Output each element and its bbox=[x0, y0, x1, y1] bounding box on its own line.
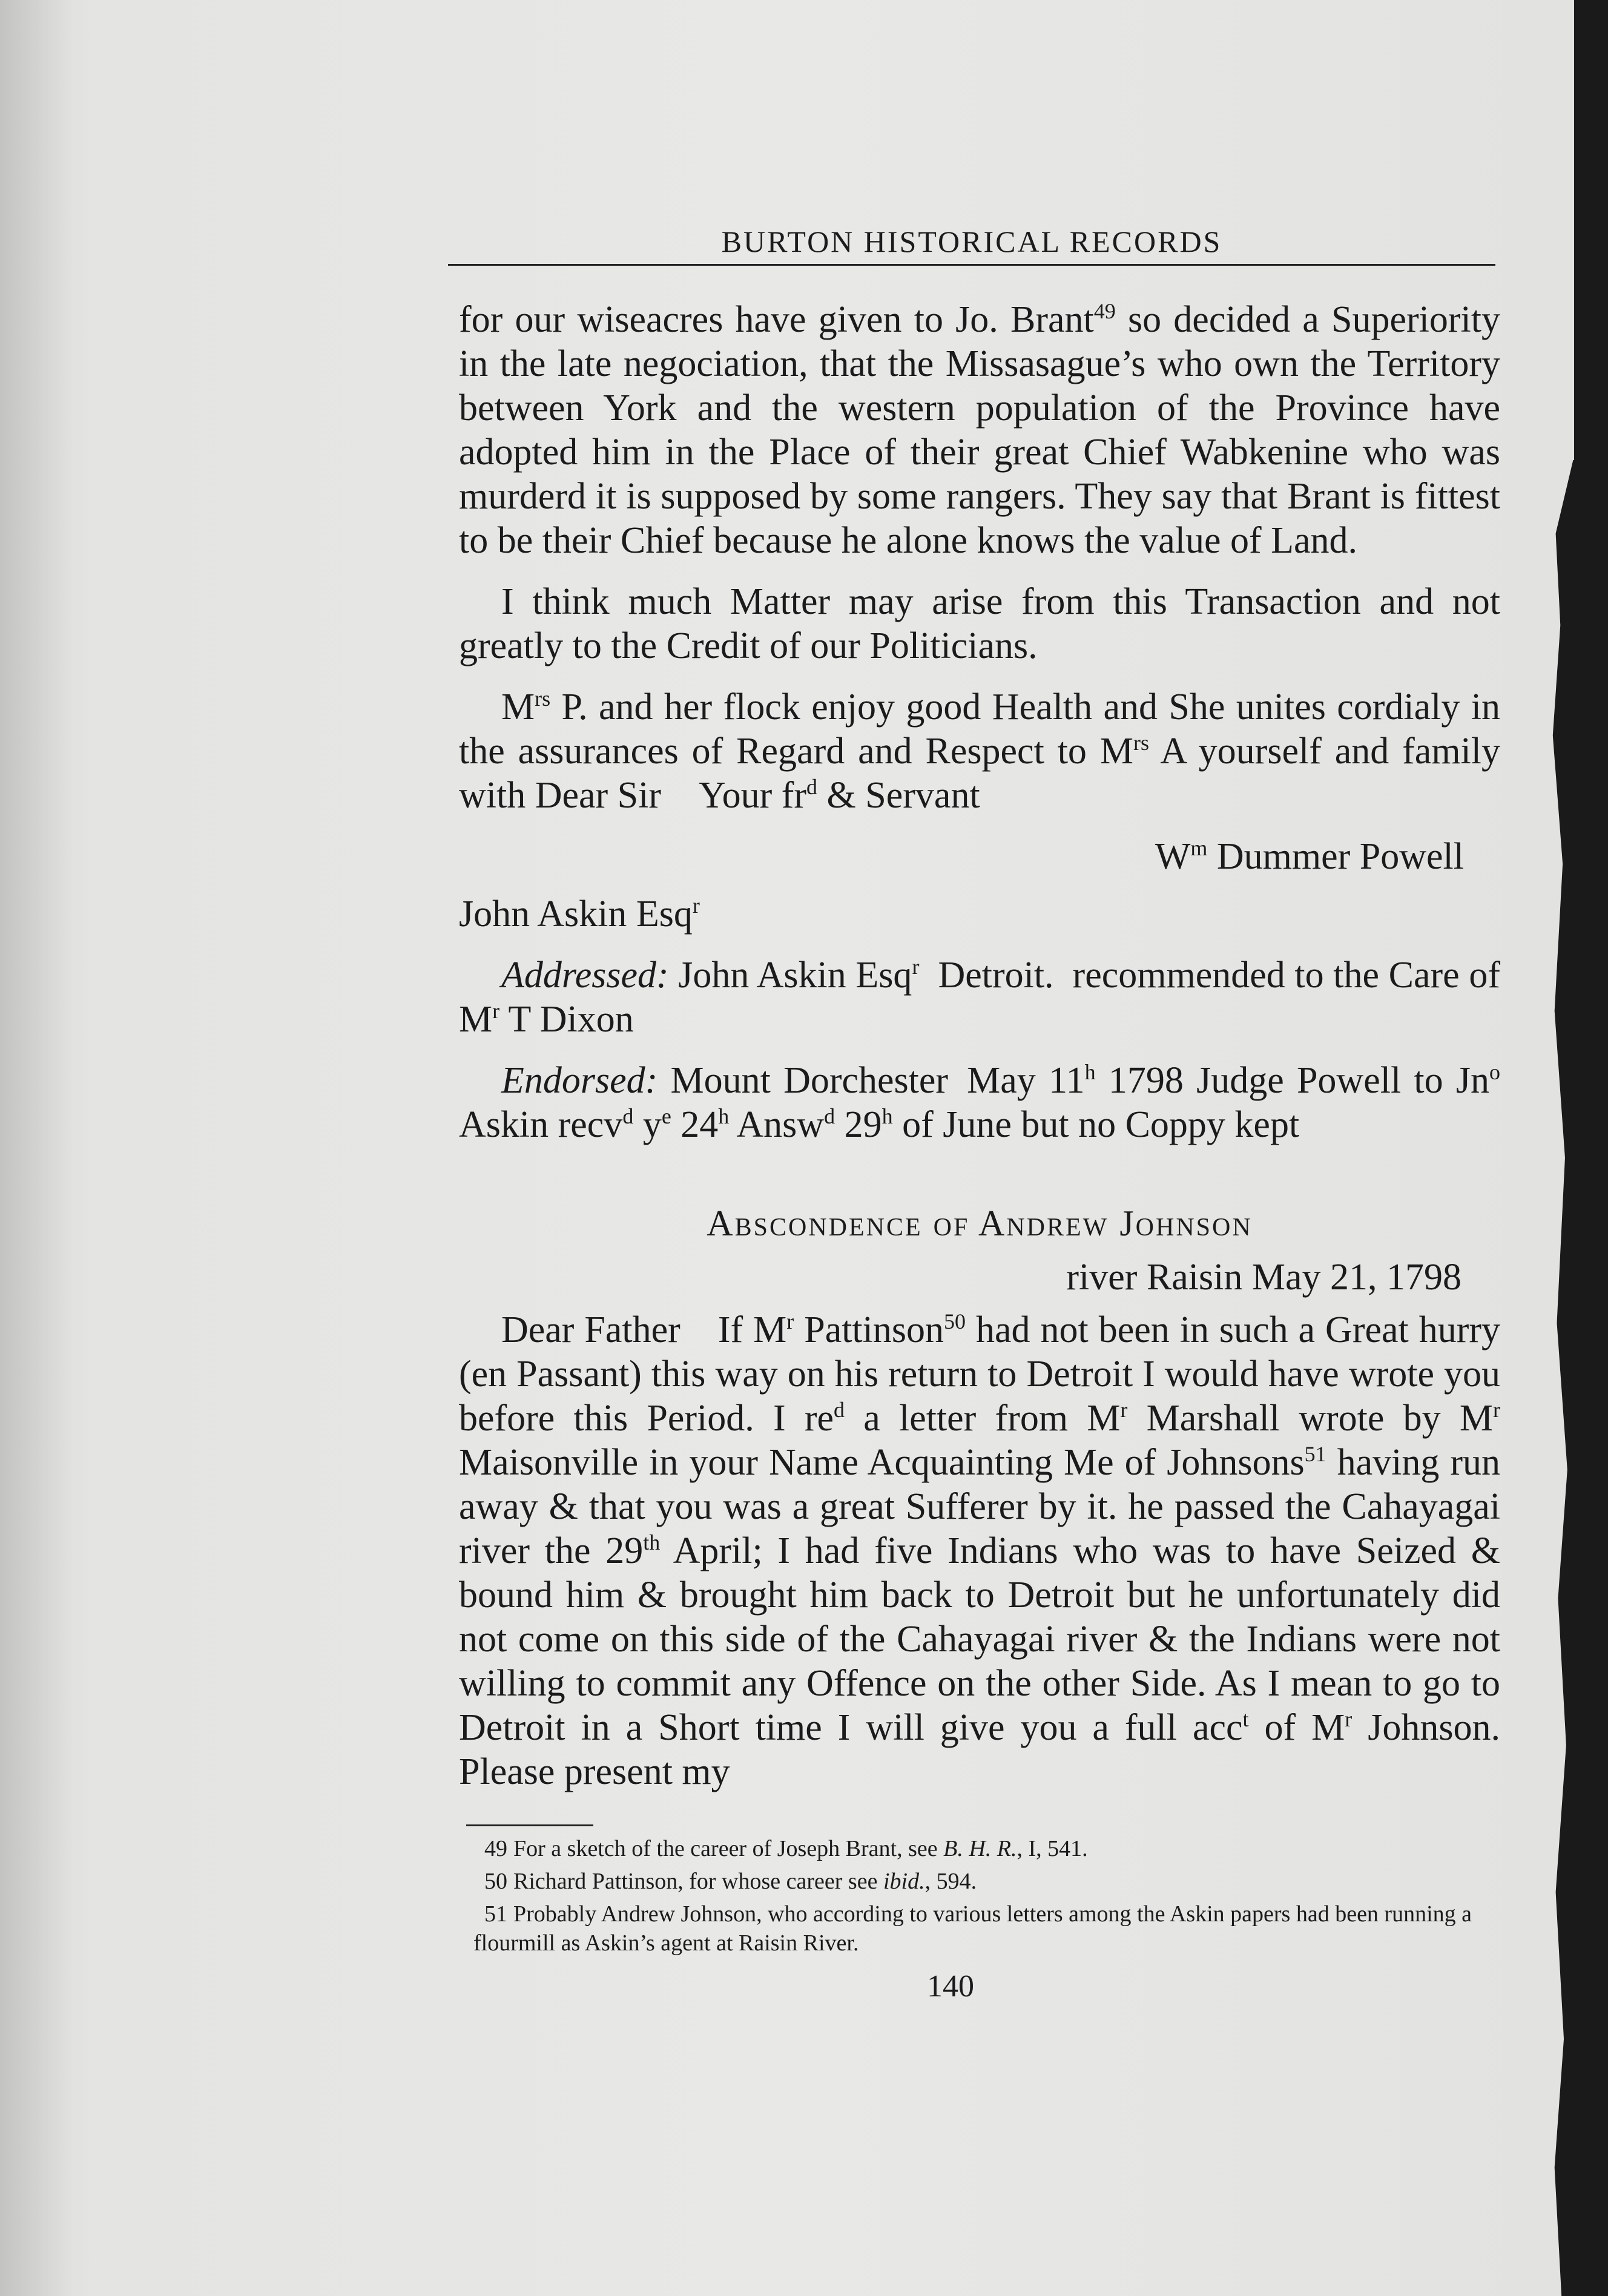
addressed-label: Addressed: bbox=[501, 955, 669, 996]
footnote-51 bbox=[473, 1900, 1500, 1958]
superscript: e bbox=[661, 1104, 671, 1128]
superscript: o bbox=[1489, 1060, 1500, 1084]
text-run: Askin recv bbox=[459, 1104, 623, 1145]
text-run: Marshall wrote by M bbox=[1127, 1398, 1494, 1439]
running-head-title: BURTON HISTORICAL RECORDS bbox=[721, 225, 1222, 258]
superscript: r bbox=[1345, 1707, 1353, 1731]
text-run: 1798 Judge Powell to Jn bbox=[1095, 1060, 1489, 1101]
running-head-rule bbox=[448, 264, 1495, 266]
superscript: d bbox=[834, 1398, 845, 1422]
text-run: A yourself and family with Dear Sir Your fr bbox=[459, 731, 1500, 816]
text-run: 29 bbox=[835, 1104, 882, 1145]
section-dateline: river Raisin May 21, 1798 bbox=[1066, 1257, 1461, 1298]
text-run: T Dixon bbox=[499, 999, 634, 1040]
text-run: y bbox=[633, 1104, 662, 1145]
superscript: d bbox=[806, 775, 818, 799]
body-text bbox=[459, 298, 1500, 1811]
letter1-paragraph-1 bbox=[459, 298, 1500, 563]
footnote-number: 50 bbox=[484, 1869, 507, 1894]
text-run: 24 bbox=[671, 1104, 719, 1145]
running-head bbox=[448, 213, 1495, 268]
letter1-paragraph-2: I think much Matter may arise from this Transaction and not greatly to the Credit of our Politicians. bbox=[459, 581, 1500, 666]
footnote-ref-50[interactable]: 50 bbox=[944, 1309, 966, 1334]
endorsed-label: Endorsed: bbox=[501, 1060, 658, 1101]
superscript: r bbox=[1493, 1398, 1501, 1422]
superscript: d bbox=[622, 1104, 634, 1128]
superscript: rs bbox=[535, 686, 551, 711]
superscript: r bbox=[1120, 1398, 1128, 1422]
superscript: rs bbox=[1133, 731, 1149, 755]
text-run: so decided a Superiority in the late negociation, that the Missasague’s who own the Territory between York and the western population of the Province have adopted him in the Place of their great Chief Wabkenine who was murderd it is supposed by some rangers. They say that Brant is fittest to be their Chief because he alone knows the value of Land. bbox=[459, 299, 1500, 561]
superscript: r bbox=[492, 999, 500, 1023]
text-run: for our wiseacres have given to Jo. Brant bbox=[459, 299, 1094, 340]
footnote-ref-51[interactable]: 51 bbox=[1304, 1442, 1326, 1466]
footnote-ref-49[interactable]: 49 bbox=[1093, 299, 1116, 323]
footnote-rule bbox=[466, 1824, 593, 1826]
superscript: h bbox=[881, 1104, 893, 1128]
text-run: W bbox=[1155, 836, 1191, 877]
footnotes bbox=[473, 1832, 1500, 1961]
text-run: having run away & that you was a great Sufferer by it. he passed the Cahayagai river the 29 bbox=[459, 1442, 1500, 1571]
superscript: th bbox=[643, 1530, 661, 1554]
footnote-number: 51 bbox=[484, 1901, 507, 1927]
footnote-50 bbox=[473, 1867, 1500, 1896]
footnote-number: 49 bbox=[484, 1836, 507, 1861]
text-run: M bbox=[501, 686, 535, 728]
text-run: April; I had five Indians who was to have Seized & bound him & brought him back to Detroit but he unfortunately did not come on this side of the Cahayagai river & the Indians were not willing to commit any Offence on the other Side. As I mean to go to Detroit in a Short time I will give you a full acc bbox=[459, 1530, 1501, 1748]
text-run: Dummer Powell bbox=[1207, 836, 1464, 877]
text-run: Probably Andrew Johnson, who according to various letters among the Askin papers had been running a flourmill as Askin’s agent at Raisin River. bbox=[473, 1901, 1472, 1956]
text-run: Answ bbox=[729, 1104, 825, 1145]
text-run: , I, 541. bbox=[1017, 1836, 1088, 1861]
superscript: t bbox=[1242, 1707, 1249, 1731]
text-run: Johnson. Please present my bbox=[459, 1707, 1500, 1792]
superscript: m bbox=[1190, 836, 1208, 860]
text-run: & Servant bbox=[817, 775, 980, 816]
text-run: Maisonville in your Name Acquainting Me of Johnsons bbox=[459, 1442, 1305, 1483]
text-run: Richard Pattinson, for whose career see bbox=[513, 1869, 883, 1894]
superscript: r bbox=[692, 893, 700, 918]
italic-citation: B. H. R. bbox=[943, 1836, 1017, 1861]
footnote-49 bbox=[473, 1834, 1500, 1863]
superscript: r bbox=[786, 1309, 794, 1334]
text-run: of June but no Coppy kept bbox=[892, 1104, 1300, 1145]
page-number: 140 bbox=[927, 1969, 974, 2004]
letter1-signature bbox=[459, 835, 1500, 879]
letter1-addressed-note bbox=[459, 953, 1500, 1042]
text-run: Detroit. recommended to the Care of M bbox=[459, 955, 1500, 1040]
section-heading: Abscondence of Andrew Johnson bbox=[707, 1203, 1253, 1243]
superscript: d bbox=[824, 1104, 835, 1128]
text-run: John Askin Esq bbox=[459, 893, 693, 935]
text-run: a letter from M bbox=[845, 1398, 1121, 1439]
text-run: P. and her flock enjoy good Health and She unites cordialy in the assurances of Regard and Respect to M bbox=[459, 686, 1500, 772]
section-paragraph-1 bbox=[459, 1308, 1500, 1794]
text-run: had not been in such a Great hurry (en Passant) this way on his return to Detroit I would have wrote you before this Period. I re bbox=[459, 1309, 1500, 1439]
letter1-paragraph-3 bbox=[459, 685, 1500, 818]
letter1-endorsed-note bbox=[459, 1059, 1500, 1147]
text-run: Pattinson bbox=[794, 1309, 944, 1350]
text-run: Mount Dorchester May 11 bbox=[657, 1060, 1085, 1101]
italic-citation: ibid. bbox=[883, 1869, 925, 1894]
text-run: For a sketch of the career of Joseph Brant, see bbox=[513, 1836, 944, 1861]
letter1-recipient bbox=[459, 892, 1500, 936]
text-run: , 594. bbox=[924, 1869, 977, 1894]
text-run: of M bbox=[1248, 1707, 1345, 1748]
superscript: h bbox=[718, 1104, 730, 1128]
text-run: John Askin Esq bbox=[668, 955, 912, 996]
binding-shadow bbox=[0, 0, 73, 2296]
text-run: Dear Father If M bbox=[501, 1309, 787, 1350]
superscript: r bbox=[912, 955, 920, 979]
superscript: h bbox=[1084, 1060, 1096, 1084]
